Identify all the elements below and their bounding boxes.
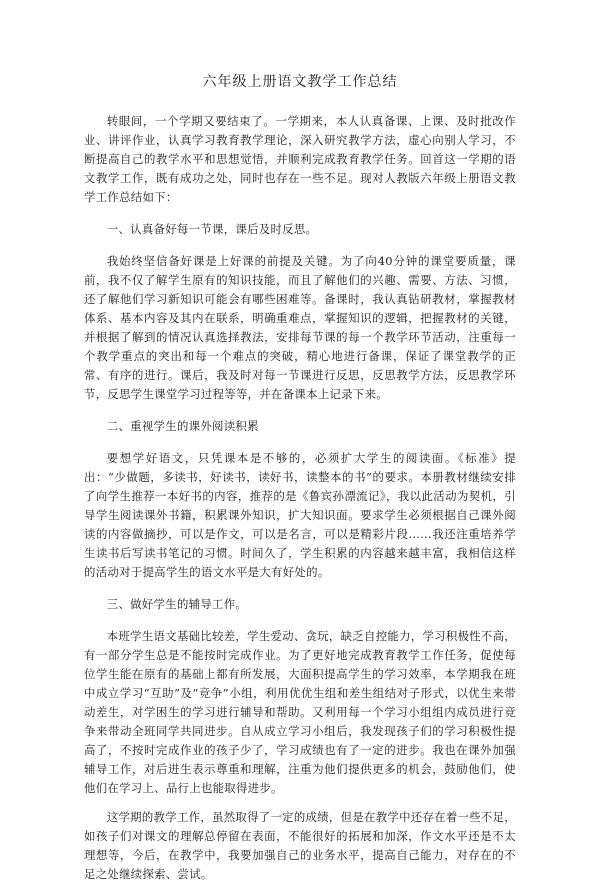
section-1-heading: 一、认真备好每一节课，课后及时反思。 xyxy=(106,222,318,236)
section-3-heading: 三、做好学生的辅导工作。 xyxy=(106,597,248,611)
paragraph-gap xyxy=(84,798,516,808)
closing-paragraph: 这学期的教学工作，虽然取得了一定的成绩，但是在教学中还存在着一些不足，如孩子们对课文的理解总停留在表面，不能很好的拓展和加深，作文水平还是不太理想等，今后，在教学中，我要加强自己的业务水平，提高自己能力，对存在的不足之处继续探索、尝试。 xyxy=(84,810,516,881)
section-3-body: 本班学生语文基础比较差，学生爱动、贪玩，缺乏自控能力，学习积极性不高，有一部分学生总是不能按时完成作业。为了更好地完成教育教学工作任务，促使每位学生能在原有的基础上都有所发展，大面积提高学生的学习效率，本学期我在班中成立学习“互助”及“竞争”小组，利用优优生组和差生组结对子形式，以优生来带动差生，对学困生的学习进行辅导和帮助。又利用每一个学习小组组内成员进行竞争来带动全班同学共同进步。自从成立学习小组后，我发现孩子们的学习积极性提高了，不按时完成作业的孩子少了，学习成绩也有了一定的进步。我也在课外加强辅导工作，对后进生表示尊重和理解，注重为他们提供更多的机会，鼓励他们，使他们在学习上、品行上也能取得进步。 xyxy=(84,629,516,795)
document-title: 六年级上册语文教学工作总结 xyxy=(202,74,398,90)
section-2-heading: 二、重视学生的课外阅读积累 xyxy=(106,419,259,433)
section-2-body: 要想学好语文，只凭课本是不够的，必须扩大学生的阅读面。《标准》提出：“少做题，多读书，好读书，读好书，读整本的书”的要求。本册教材继续安排了向学生推荐一本好书的内容，推荐的是《鲁宾孙漂流记》，我以此活动为契机，引导学生阅读课外书籍，积累课外知识，扩大知识面。要求学生必须根据自己课外阅读的内容做摘抄，可以是作文，可以是名言，可以是精彩片段……我还注重培养学生读书后写读书笔记的习惯。时间久了，学生积累的内容越来越丰富，我相信这样的活动对于提高学生的语文水平是大有好处的。 xyxy=(84,451,516,579)
intro-paragraph: 转眼间，一个学期又要结束了。一学期来，本人认真备课、上课、及时批改作业、讲评作业，认真学习教育教学理论，深入研究教学方法，虚心向别人学习，不断提高自己的教学水平和思想觉悟，并顺利完成教育教学任务。回首这一学期的语文教学工作，既有成功之处，同时也存在一些不足。现对人教版六年级上册语文教学工作总结如下： xyxy=(84,114,516,204)
section-1-body: 我始终坚信备好课是上好课的前提及关键。为了向40分钟的课堂要质量，课前，我不仅了解学生原有的知识技能，而且了解他们的兴趣、需要、方法、习惯，还了解他们学习新知识可能会有哪些困难等。备课时，我认真钻研教材，掌握教材体系、基本内容及其内在联系，明确重难点，掌握知识的逻辑，把握教材的关键，并根据了解到的情况认真选择教法，安排每节课的每一个教学环节活动，注重每一个教学重点的突出和每一个难点的突破，精心地进行备课，保证了课堂教学的正常、有序的进行。课后，我及时对每一节课进行反思，反思教学方法，反思教学环节，反思学生课堂学习过程等等，并在备课本上记录下来。 xyxy=(84,254,516,401)
